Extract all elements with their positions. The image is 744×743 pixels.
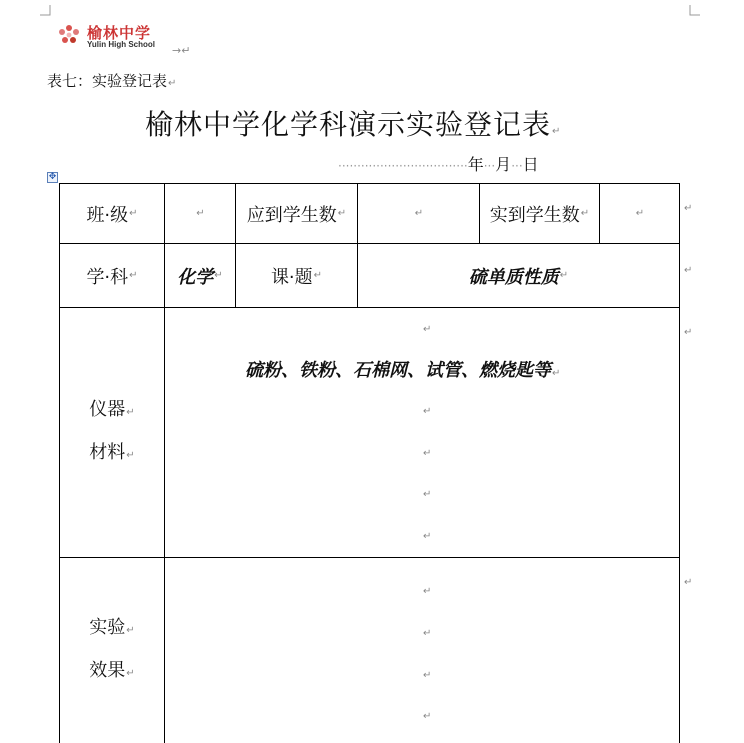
class-label: 班·级	[86, 204, 129, 226]
cell-end-mark: ↵	[126, 406, 135, 418]
date-dots: ···	[483, 159, 496, 173]
materials-label-line2: 材料	[89, 441, 126, 463]
subject-value-cell[interactable]	[165, 244, 235, 307]
empty-paragraph-mark: ↵	[423, 324, 432, 335]
paragraph-mark: ↵	[168, 78, 177, 89]
table-border	[679, 183, 680, 743]
row-end-mark: ↵	[684, 265, 693, 276]
actual-students-label: 实到学生数	[489, 204, 580, 226]
subject-label: 学·科	[86, 266, 129, 288]
topic-label-cell	[236, 244, 357, 307]
cell-end-mark: ↵	[580, 208, 590, 219]
cell-end-mark: ↵	[313, 270, 323, 281]
page-corner-mark-right	[688, 5, 700, 17]
date-month-label: 月	[495, 155, 512, 174]
cell-end-mark: ↵	[196, 208, 205, 219]
date-dots: ··································	[338, 159, 468, 173]
cell-end-mark: ↵	[214, 270, 223, 281]
registration-table	[59, 183, 680, 743]
cell-end-mark: ↵	[337, 208, 347, 219]
cell-end-mark: ↵	[129, 270, 138, 281]
actual-students-value-cell[interactable]	[600, 184, 679, 243]
subject-label-cell	[60, 244, 164, 307]
effect-label-line1: 实验	[89, 616, 126, 638]
date-day-label: 日	[522, 155, 539, 174]
materials-label-line1: 仪器	[89, 398, 126, 420]
empty-paragraph-mark: ↵	[423, 670, 432, 681]
effect-value-cell[interactable]	[165, 558, 679, 743]
class-value-cell[interactable]	[165, 184, 235, 243]
school-logo	[55, 22, 167, 50]
materials-value-line	[245, 356, 560, 382]
cell-end-mark: ↵	[129, 208, 138, 219]
cell-end-mark: ↵	[552, 368, 561, 379]
materials-label-cell	[60, 308, 164, 557]
page-title	[145, 103, 561, 143]
class-label-cell	[60, 184, 164, 243]
empty-paragraph-mark: ↵	[423, 406, 432, 417]
table-caption	[47, 70, 176, 91]
effect-label-line2: 效果	[89, 659, 126, 681]
empty-paragraph-mark: ↵	[423, 586, 432, 597]
logo-english-name: Yulin High School	[87, 40, 155, 49]
cell-end-mark: ↵	[635, 208, 645, 219]
table-caption-text: 表七：实验登记表	[47, 72, 168, 90]
expected-students-label-cell	[236, 184, 357, 243]
topic-value-cell[interactable]	[358, 244, 679, 307]
effect-label-cell	[60, 558, 164, 743]
date-line	[338, 152, 690, 175]
empty-paragraph-mark: ↵	[423, 628, 432, 639]
row-end-mark: ↵	[684, 327, 693, 338]
empty-paragraph-mark: ↵	[423, 711, 432, 722]
date-year-label: 年	[467, 155, 484, 174]
cell-end-mark: ↵	[126, 624, 135, 636]
empty-paragraph-mark: ↵	[423, 448, 432, 459]
date-dots: ···	[511, 159, 523, 173]
subject-value: 化学	[177, 266, 214, 288]
page-corner-mark-left	[40, 5, 52, 17]
topic-label: 课·题	[270, 266, 313, 288]
empty-paragraph-mark: ↵	[423, 531, 432, 542]
flower-logo-icon	[55, 22, 83, 50]
cell-end-mark: ↵	[126, 449, 135, 461]
page-title-text: 榆林中学化学科演示实验登记表	[145, 108, 552, 141]
logo-chinese-name: 榆林中学	[87, 24, 152, 42]
row-end-mark: ↵	[684, 577, 693, 588]
table-move-handle-icon[interactable]: ✥	[48, 172, 57, 182]
empty-paragraph-mark: ↵	[423, 489, 432, 500]
materials-value: 硫粉、铁粉、石棉网、试管、燃烧匙等	[245, 360, 551, 381]
logo-arrow-mark: →↵	[172, 44, 191, 57]
row-end-mark: ↵	[684, 203, 693, 214]
cell-end-mark: ↵	[126, 667, 135, 679]
actual-students-label-cell	[480, 184, 599, 243]
cell-end-mark: ↵	[559, 270, 569, 281]
expected-students-value-cell[interactable]	[358, 184, 479, 243]
materials-value-cell[interactable]	[165, 308, 679, 557]
paragraph-mark: ↵	[552, 126, 562, 137]
expected-students-label: 应到学生数	[246, 204, 337, 226]
topic-value: 硫单质性质	[468, 266, 559, 288]
cell-end-mark: ↵	[414, 208, 424, 219]
